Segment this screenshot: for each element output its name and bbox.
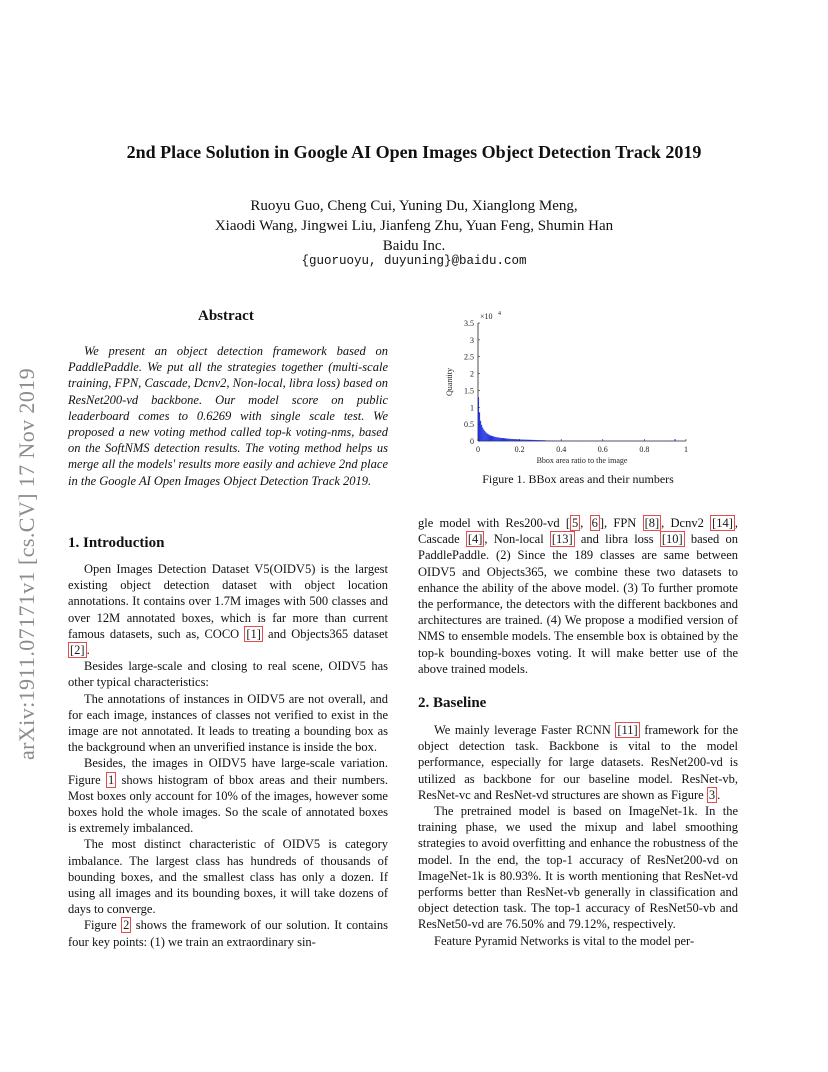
figure-link[interactable]: 2 bbox=[123, 918, 130, 933]
histogram-bar bbox=[534, 440, 535, 441]
citation-link[interactable]: [4] bbox=[467, 532, 483, 547]
abstract-paragraph: We present an object detection framework based on PaddlePaddle. We put all the strategies together (multi-scale training, FPN, Cascade, Dcnv2, Non-local, libra loss) based on ResNet200-vd backbone. Our model score on public leaderboard comes to 0.6269 with single scale test. We proposed a new voting method called top-k voting-nms, based on the SoftNMS detection results. The voting method helps us merge all the models' results more easily and achieve 2nd place in the Google AI Open Images Object Detection Track 2019. bbox=[68, 344, 388, 488]
histogram-bar bbox=[540, 440, 541, 441]
affiliation: Baidu Inc. bbox=[382, 238, 446, 254]
paper-title: 2nd Place Solution in Google AI Open Images Object Detection Track 2019 bbox=[126, 142, 702, 162]
histogram-bar bbox=[501, 438, 502, 441]
figure-1-chart bbox=[440, 305, 710, 470]
histogram-bar bbox=[529, 440, 530, 441]
histogram-bar bbox=[558, 440, 559, 441]
histogram-bar bbox=[502, 438, 503, 441]
baseline-body bbox=[418, 722, 738, 949]
histogram-bar bbox=[514, 439, 515, 441]
y-axis-label: Quantity bbox=[445, 368, 454, 396]
y-tick-label: 1.5 bbox=[464, 386, 474, 396]
histogram-bar bbox=[523, 440, 524, 441]
x-tick-label: 1 bbox=[684, 445, 688, 454]
histogram-bar bbox=[528, 440, 529, 441]
contributions-paragraph: gle model with Res200-vd [ 5 , 6 ], FPN [8] , Dcnv2 [14] , Cascade [4] , Non-local [13] and libra loss [10] based on PaddlePaddle. (2) Since the 189 classes are same between OIDV5 and Objects365, we combine these two datasets to enhance the ability of the above model. (3) To further promote the performance, the detectors with the different backbones and architectures are trained. (4) We propose a modified version of NMS to ensemble models. The ensemble box is obtained by the top-k bounding-boxes voting. It will make better use of the above trained models. bbox=[418, 516, 739, 676]
y-tick-label: 3 bbox=[470, 335, 474, 345]
intro-paragraph-1: Open Images Detection Dataset V5(OIDV5) is the largest existing object detection dataset with object location annotations. It contains over 1.7M images with 500 classes and over 12M annotated boxes, which is far more than current famous datasets, such as, COCO [1] and Objects365 dataset [2] . bbox=[68, 562, 389, 658]
citation-link[interactable]: 6 bbox=[591, 516, 598, 530]
figure-link[interactable]: 1 bbox=[107, 772, 115, 787]
histogram-bar bbox=[542, 440, 543, 441]
histogram-bar bbox=[494, 437, 495, 441]
citation-link[interactable]: [2] bbox=[70, 643, 85, 658]
histogram-bar bbox=[522, 440, 523, 441]
author-line-2: Xiaodi Wang, Jingwei Liu, Jianfeng Zhu, Yuan Feng, Shumin Han bbox=[214, 218, 614, 234]
histogram-bar bbox=[513, 439, 514, 441]
histogram-bar bbox=[489, 435, 490, 441]
histogram-bar bbox=[497, 437, 498, 441]
y-tick-label: 2 bbox=[470, 369, 474, 379]
author-block bbox=[0, 196, 828, 256]
histogram-bar bbox=[481, 425, 482, 441]
histogram-bar bbox=[503, 438, 504, 441]
citation-link[interactable]: [14] bbox=[712, 516, 733, 530]
histogram-bar bbox=[511, 439, 512, 441]
intro-paragraph-4: Besides, the images in OIDV5 have large-scale variation. Figure 1 shows histogram of bbox areas and their numbers. Most boxes only account for 10% of the images, however some boxes hold the whole images. So the scale of annotated boxes is extremely imbalanced. bbox=[68, 756, 388, 836]
histogram-bar bbox=[508, 439, 509, 441]
histogram-bar bbox=[504, 438, 505, 441]
citation-link[interactable]: [10] bbox=[661, 532, 683, 547]
histogram-bar bbox=[533, 440, 534, 441]
histogram-bar bbox=[544, 440, 545, 441]
histogram-bar bbox=[550, 440, 551, 441]
author-email: {guoruoyu, duyuning}@baidu.com bbox=[301, 254, 527, 268]
histogram-bar bbox=[516, 439, 517, 441]
baseline-paragraph-2: The pretrained model is based on ImageNet-1k. In the training phase, we used the mixup and label smoothing strategies to avoid overfitting and enhance the robustness of the model. In the end, the top-1 accuracy of ResNet200-vd on ImageNet-1k is 80.93%. It is worth mentioning that ResNet-vd performs better than ResNet-vb generally in classification and object detection task. The top-1 accuracy of ResNet50-vb and ResNet50-vd are 76.50% and 79.12%, respectively. bbox=[418, 804, 738, 932]
baseline-paragraph-1: We mainly leverage Faster RCNN [11] framework for the object detection task. Backbone is vital to the model performance, especially for large datasets. ResNet200-vd is utilized as backbone for our baseline model. ResNet-vb, ResNet-vc and ResNet-vd structures are shown as Figure 3 . bbox=[418, 723, 738, 802]
histogram-bar bbox=[545, 440, 546, 441]
histogram-bar bbox=[527, 440, 528, 441]
histogram-bar bbox=[525, 440, 526, 441]
baseline-heading: 2. Baseline bbox=[418, 695, 487, 711]
histogram-bar bbox=[495, 437, 496, 441]
histogram-bar bbox=[537, 440, 538, 441]
histogram-bar bbox=[515, 439, 516, 441]
introduction-heading: 1. Introduction bbox=[68, 535, 165, 551]
y-multiplier-label: ×10 bbox=[480, 312, 493, 321]
histogram-bar bbox=[484, 431, 485, 441]
histogram-bar bbox=[488, 435, 489, 441]
y-tick-label: 0.5 bbox=[464, 420, 474, 430]
histogram-bar bbox=[509, 439, 510, 441]
histogram-bar bbox=[506, 439, 507, 441]
x-axis-label: Bbox area ratio to the image bbox=[536, 456, 628, 465]
histogram-bar bbox=[485, 432, 486, 441]
histogram-bar bbox=[554, 440, 555, 441]
citation-link[interactable]: [13] bbox=[551, 532, 573, 547]
histogram-bar bbox=[498, 437, 499, 441]
introduction-body bbox=[68, 561, 388, 950]
histogram-bar bbox=[541, 440, 542, 441]
histogram-bar bbox=[675, 439, 676, 441]
citation-link[interactable]: 5 bbox=[572, 516, 579, 530]
histogram-bar bbox=[512, 439, 513, 441]
histogram-bar bbox=[526, 440, 527, 441]
histogram-bar bbox=[539, 440, 540, 441]
histogram-bar bbox=[556, 440, 557, 441]
histogram-bar bbox=[535, 440, 536, 441]
y-tick-label: 2.5 bbox=[464, 352, 474, 362]
histogram-bar bbox=[510, 439, 511, 441]
histogram-bar bbox=[483, 430, 484, 441]
figure-link[interactable]: 3 bbox=[708, 787, 716, 802]
histogram-bar bbox=[492, 436, 493, 441]
histogram-bar bbox=[521, 440, 522, 441]
arxiv-identifier: arXiv:1911.07171v1 [cs.CV] 17 Nov 2019 bbox=[14, 367, 39, 760]
histogram-bar bbox=[480, 421, 481, 441]
citation-link[interactable]: [8] bbox=[644, 516, 660, 530]
histogram-bar bbox=[532, 440, 533, 441]
histogram-bar bbox=[530, 440, 531, 441]
intro-paragraph-5: The most distinct characteristic of OIDV5 is category imbalance. The largest class has hundreds of thousands of bounding boxes, and the smallest class has only a dozen. If using all images and its bounding boxes, it will take dozens of days to converge. bbox=[68, 837, 388, 917]
intro-paragraph-6: Figure 2 shows the framework of our solution. It contains four key points: (1) we train an extraordinary sin- bbox=[68, 918, 388, 949]
baseline-paragraph-3: Feature Pyramid Networks is vital to the model per- bbox=[434, 933, 695, 948]
histogram-bar bbox=[493, 436, 494, 441]
histogram-bar bbox=[505, 438, 506, 441]
histogram-bar bbox=[478, 397, 479, 441]
histogram-bar bbox=[538, 440, 539, 441]
x-tick-label: 0 bbox=[476, 445, 480, 454]
histogram-bar bbox=[500, 438, 501, 441]
histogram-bar bbox=[552, 440, 553, 441]
histogram-bar bbox=[548, 440, 549, 441]
x-tick-label: 0.4 bbox=[556, 445, 567, 454]
histogram-bar bbox=[524, 440, 525, 441]
y-tick-label: 0 bbox=[470, 437, 474, 446]
histogram-bar bbox=[496, 437, 497, 441]
histogram-bar bbox=[482, 428, 483, 441]
histogram-bar bbox=[507, 439, 508, 441]
y-tick-label: 3.5 bbox=[464, 319, 474, 328]
citation-link[interactable]: [11] bbox=[617, 723, 638, 737]
abstract-heading: Abstract bbox=[198, 308, 254, 324]
figure-1-caption: Figure 1. BBox areas and their numbers bbox=[482, 472, 674, 486]
intro-paragraph-2: Besides large-scale and closing to real scene, OIDV5 has other typical characteristics: bbox=[68, 659, 388, 690]
x-tick-label: 0.6 bbox=[597, 445, 608, 454]
y-tick-label: 1 bbox=[470, 403, 474, 413]
x-tick-label: 0.2 bbox=[514, 445, 525, 454]
histogram-bar bbox=[479, 412, 480, 441]
abstract-text bbox=[68, 343, 388, 489]
x-tick-label: 0.8 bbox=[639, 445, 650, 454]
histogram-bar bbox=[487, 434, 488, 441]
histogram-bar bbox=[499, 438, 500, 441]
histogram-bar bbox=[490, 436, 491, 441]
author-line-1: Ruoyu Guo, Cheng Cui, Yuning Du, Xianglong Meng, bbox=[250, 198, 578, 214]
right-column-continuation bbox=[418, 515, 738, 677]
histogram-bar bbox=[531, 440, 532, 441]
histogram-bar bbox=[518, 439, 519, 441]
citation-link[interactable]: [1] bbox=[246, 626, 261, 641]
histogram-bar bbox=[546, 440, 547, 441]
y-multiplier-exponent: 4 bbox=[498, 311, 501, 317]
histogram-bar bbox=[536, 440, 537, 441]
intro-paragraph-3: The annotations of instances in OIDV5 are not overall, and for each image, instances of classes not verified to exist in the image are not annotated. It leads to treating a bounding box as the background when an unverified instance is inside the box. bbox=[68, 691, 388, 755]
histogram-bar bbox=[486, 433, 487, 441]
